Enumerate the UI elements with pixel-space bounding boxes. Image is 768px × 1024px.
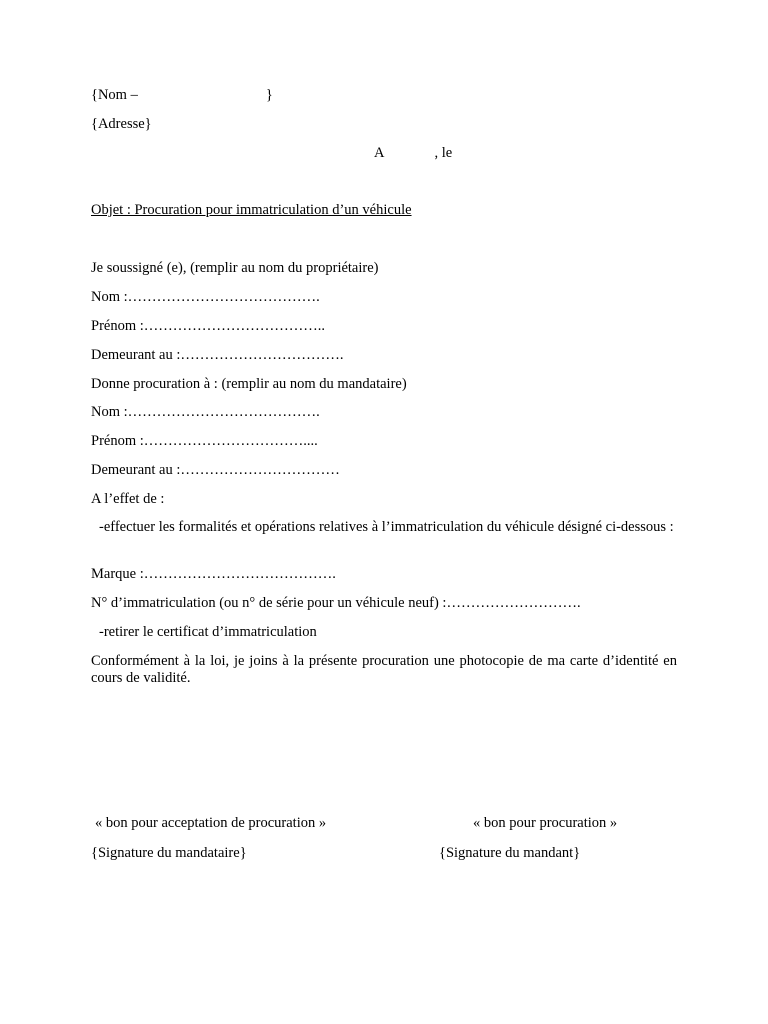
brand-field: Marque :…………………………………. bbox=[91, 566, 336, 582]
effect-item-formalites: -effectuer les formalités et opérations relatives à l’immatriculation du véhicule désigné ci-dessous : bbox=[99, 519, 674, 535]
registration-field: N° d’immatriculation (ou n° de série pour un véhicule neuf) :………………………. bbox=[91, 595, 581, 611]
owner-prenom-field: Prénom :……………………………….. bbox=[91, 318, 326, 334]
agent-signature-placeholder: {Signature du mandataire} bbox=[91, 845, 247, 861]
agent-nom-field: Nom :…………………………………. bbox=[91, 404, 320, 420]
principal-signature-placeholder: {Signature du mandant} bbox=[439, 845, 581, 861]
subject-line: Objet : Procuration pour immatriculation d’un véhicule bbox=[91, 202, 412, 218]
agent-address-field: Demeurant au :…………………………… bbox=[91, 462, 340, 478]
compliance-paragraph: Conformément à la loi, je joins à la présente procuration une photocopie de ma carte d’identité en cours de validité. bbox=[91, 653, 677, 686]
sender-name-open: {Nom – bbox=[91, 87, 138, 103]
agent-prenom-field: Prénom :…………………………….... bbox=[91, 433, 318, 449]
owner-address-field: Demeurant au :……………………………. bbox=[91, 347, 344, 363]
owner-nom-field: Nom :…………………………………. bbox=[91, 289, 320, 305]
date-suffix: , le bbox=[434, 145, 453, 161]
principal-mention: « bon pour procuration » bbox=[473, 815, 618, 831]
effect-title: A l’effet de : bbox=[91, 491, 165, 507]
agent-acceptance-mention: « bon pour acceptation de procuration » bbox=[95, 815, 327, 831]
sender-name-close: } bbox=[265, 87, 273, 103]
sender-name-line bbox=[91, 86, 273, 104]
donne-procuration-line: Donne procuration à : (remplir au nom du mandataire) bbox=[91, 376, 407, 392]
place-prefix: A bbox=[374, 145, 385, 161]
place-date-line bbox=[374, 144, 452, 162]
sender-address: {Adresse} bbox=[91, 116, 152, 132]
owner-intro: Je soussigné (e), (remplir au nom du propriétaire) bbox=[91, 260, 379, 276]
effect-item-retirer: -retirer le certificat d’immatriculation bbox=[99, 624, 317, 640]
